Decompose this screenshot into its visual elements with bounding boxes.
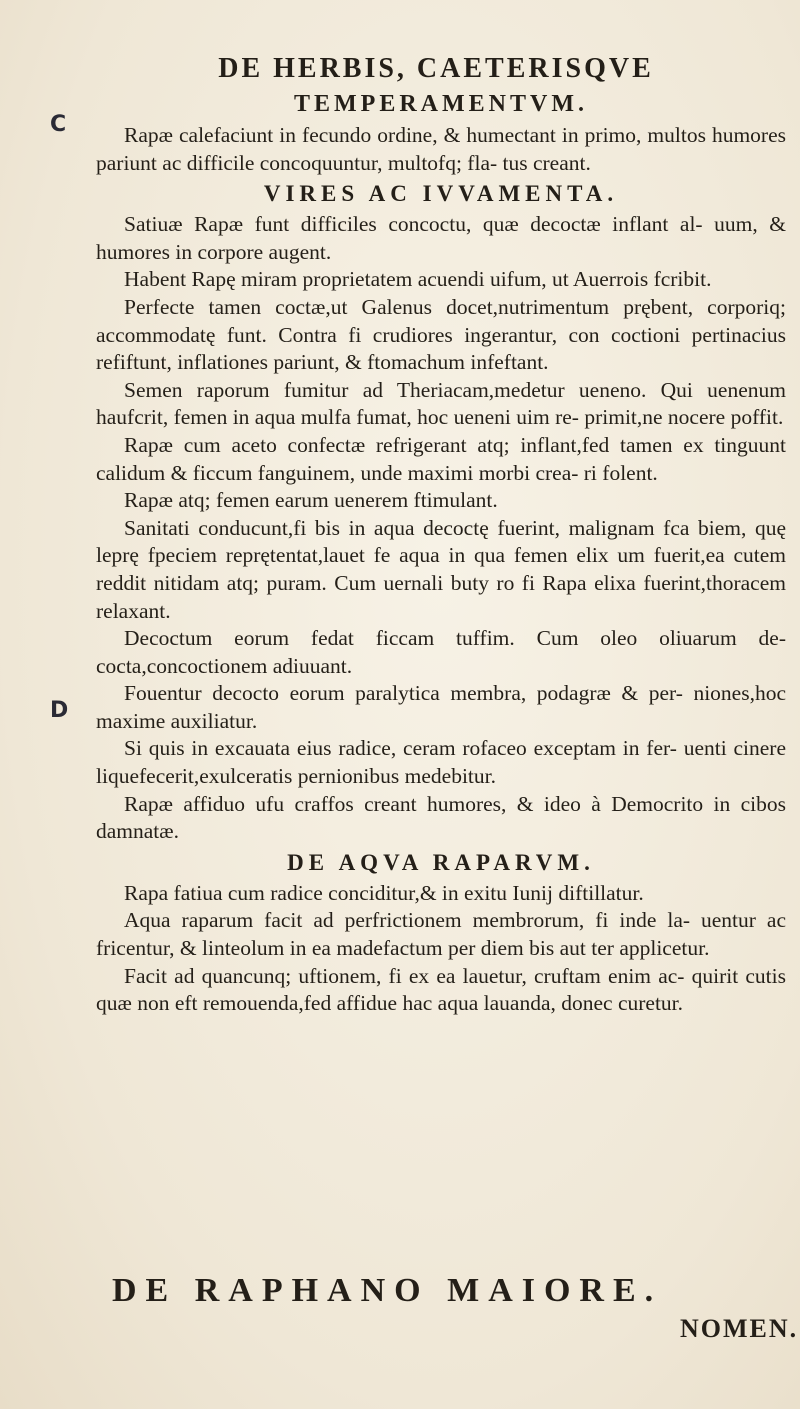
paragraph: Si quis in excauata eius radice, ceram rofaceo exceptam in fer- uenti cinere liquefecerit,exulceratis pernionibus medebitur.	[96, 736, 786, 789]
paragraph-intro: Rapæ calefaciunt in fecundo ordine, & humectant in primo, multos humores pariunt ac difficile concoquuntur, multofq; fla- tus creant.	[96, 123, 786, 175]
margin-letter-c: C	[50, 112, 67, 137]
paragraph: Fouentur decocto eorum paralytica membra, podagræ & per- niones,hoc maxime auxiliatur.	[96, 681, 786, 733]
paragraph: Rapa fatiua cum radice conciditur,& in exitu Iunij diftillatur.	[124, 880, 644, 905]
paragraph: Satiuæ Rapæ funt difficiles concoctu, quæ decoctæ inflant al- uum, & humores in corpore augent.	[96, 212, 786, 264]
paragraph: Habent Rapę miram proprietatem acuendi uifum, ut Auerrois fcribit.	[124, 267, 712, 292]
running-title: DE HERBIS, CAETERISQVE	[218, 53, 654, 84]
paragraph: Facit ad quancunq; uftionem, fi ex ea lauetur, cruftam enim ac- quirit cutis quæ non eft remouenda,fed affidue hac aqua lauanda, donec curetur.	[96, 963, 786, 1016]
paragraph: Rapæ atq; femen earum uenerem ftimulant.	[124, 488, 498, 513]
paragraph: Semen raporum fumitur ad Theriacam,medetur ueneno. Qui uenenum haufcrit, femen in aqua mulfa fumat, hoc ueneni uim re- primit,ne nocere poffit.	[96, 377, 786, 430]
paragraph: Rapæ affiduo ufu craffos creant humores, & ideo à Democrito in cibos damnatæ.	[96, 791, 786, 844]
margin-letter-d: D	[50, 698, 69, 723]
next-section-title: DE RAPHANO MAIORE.	[112, 1272, 663, 1309]
paragraph: Decoctum eorum fedat ficcam tuffim. Cum oleo oliuarum de- cocta,concoctionem adiuuant.	[96, 626, 786, 678]
paragraph: Sanitati conducunt,fi bis in aqua decoctę fuerint, malignam fca biem, quę leprę fpeciem reprętentat,lauet fe aqua in qua femen elix um fuerit,ea cutem reddit nitidam atq; puram. Cum uernali buty ro fi Rapa elixa fuerint,thoracem relaxant.	[96, 515, 786, 623]
aqua-heading: DE AQVA RAPARVM.	[287, 849, 595, 875]
temperament-heading: TEMPERAMENTVM.	[294, 91, 588, 117]
catchword: NOMEN.	[680, 1314, 799, 1343]
paragraph: Perfecte tamen coctæ,ut Galenus docet,nutrimentum prębent, corporiq; accommodatę funt. Contra fi crudiores ingerantur, con coctioni pertinacius refiftunt, inflationes pariunt, & ftomachum infeftant.	[96, 294, 786, 375]
text-block	[96, 52, 786, 1018]
paragraph: Rapæ cum aceto confectæ refrigerant atq; inflant,fed tamen ex tinguunt calidum & ficcum fanguinem, unde maximi morbi crea- ri folent.	[96, 432, 786, 485]
paragraph: Aqua raparum facit ad perfrictionem membrorum, fi inde la- uentur ac fricentur, & linteolum in ea madefactum per diem bis aut ter applicetur.	[96, 908, 786, 961]
vires-heading: VIRES AC IVVAMENTA.	[263, 181, 619, 207]
